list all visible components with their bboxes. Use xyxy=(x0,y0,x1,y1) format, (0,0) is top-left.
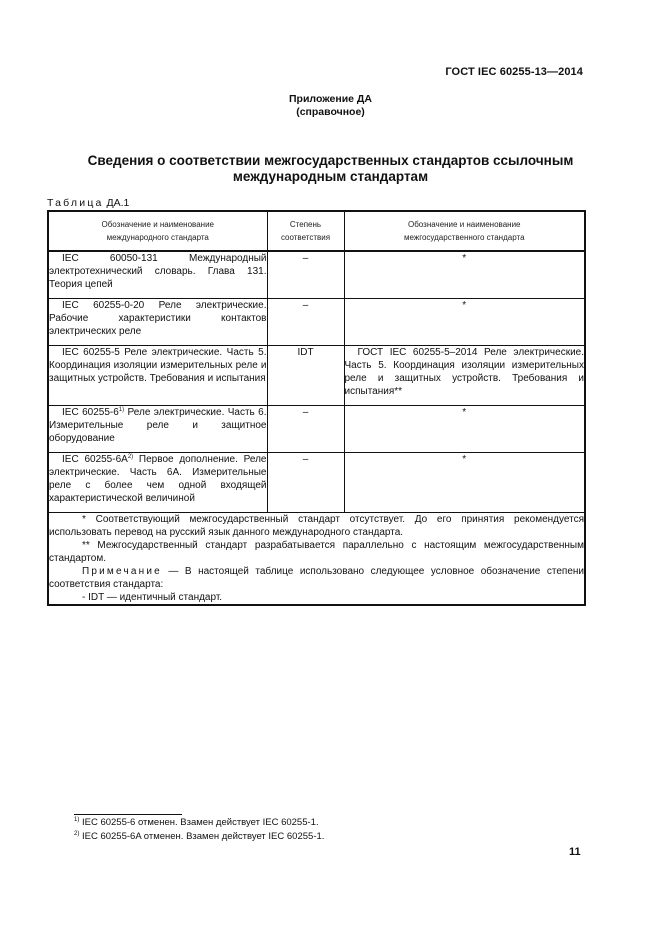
footnote-mark: 2) xyxy=(74,831,80,837)
section-title xyxy=(40,153,621,185)
cell-intl xyxy=(48,298,267,345)
cell-intl xyxy=(48,405,267,452)
note-double-star: ** Межгосударственный стандарт разрабатывается параллельно с настоящим межгосударственным стандартом. xyxy=(49,539,584,564)
intl-text xyxy=(49,453,267,505)
interstate-text: * xyxy=(462,453,467,465)
table-header-row xyxy=(48,211,585,251)
header-col3-line1: Обозначение и наименование xyxy=(408,220,521,229)
table-row xyxy=(48,452,585,512)
interstate-text: ГОСТ IEC 60255-5–2014 Реле электрические. Часть 5. Координация изоляции измерительных реле и защитных устройств. Требования и испытания** xyxy=(344,346,584,397)
cell-interstate xyxy=(344,298,585,345)
table-caption-number: ДА.1 xyxy=(106,197,130,209)
table-caption-word: Таблица xyxy=(47,197,104,209)
intl-code: IEC 60255-6 xyxy=(62,406,119,418)
intl-text xyxy=(49,406,267,445)
note-idt-item: - IDT — идентичный стандарт. xyxy=(82,591,223,603)
header-col2-line2: соответствия xyxy=(280,233,331,242)
note-label: Примечание xyxy=(82,565,162,577)
header-col1-line2: международного стандарта xyxy=(106,233,209,242)
table-caption xyxy=(47,197,129,209)
intl-title: Первое дополнение. Реле электрические. Часть 6А. Измерительные реле с более чем одной входящей характеристической величиной xyxy=(49,453,267,504)
cell-degree: – xyxy=(267,405,344,452)
page-number: 11 xyxy=(569,846,581,858)
table-row xyxy=(48,345,585,405)
footnote-1 xyxy=(74,817,319,829)
cell-intl xyxy=(48,251,267,298)
table-row xyxy=(48,405,585,452)
note-star: * Соответствующий межгосударственный стандарт отсутствует. До его принятия рекомендуется использовать перевод на русский язык данного международного стандарта. xyxy=(49,513,584,538)
cell-intl xyxy=(48,345,267,405)
annex-title: Приложение ДА xyxy=(289,93,372,105)
section-title-line2: международным стандартам xyxy=(232,169,429,184)
footnote-2 xyxy=(74,831,324,843)
cell-interstate xyxy=(344,405,585,452)
cell-degree: IDT xyxy=(267,345,344,405)
annex-heading xyxy=(0,93,661,119)
interstate-text: * xyxy=(462,406,467,418)
intl-text: IEC 60255-0-20 Реле электрические. Рабочие характеристики контактов электрических реле xyxy=(49,299,267,337)
cell-intl xyxy=(48,452,267,512)
cell-interstate xyxy=(344,345,585,405)
cell-degree: – xyxy=(267,452,344,512)
header-col1-line1: Обозначение и наименование xyxy=(101,220,214,229)
note-text: — В настоящей таблице использовано следующее условное обозначение степени соответствия стандарта: xyxy=(49,565,584,590)
header-interstate-standard xyxy=(344,211,585,251)
cell-degree: – xyxy=(267,298,344,345)
intl-code: IEC 60255-6A xyxy=(62,453,128,465)
intl-text: IEC 60050-131 Международный электротехнический словарь. Глава 131. Теория цепей xyxy=(49,253,267,290)
footnote-text: IEC 60255-6A отменен. Взамен действует IEC 60255-1. xyxy=(79,831,325,842)
footnote-ref: 1) xyxy=(118,406,125,413)
header-degree xyxy=(267,211,344,251)
table-row xyxy=(48,251,585,298)
standard-code-header: ГОСТ IEC 60255-13—2014 xyxy=(445,66,583,78)
cell-degree: – xyxy=(267,251,344,298)
header-col2-line1: Степень xyxy=(289,220,322,229)
header-intl-standard xyxy=(48,211,267,251)
footnote-ref: 2) xyxy=(127,453,134,460)
note-remark xyxy=(49,565,584,591)
table-row xyxy=(48,298,585,345)
header-col3-line2: межгосударственного стандарта xyxy=(403,233,525,242)
cell-interstate xyxy=(344,251,585,298)
interstate-text: * xyxy=(462,253,467,264)
table-notes-row xyxy=(48,512,585,605)
intl-text: IEC 60255-5 Реле электрические. Часть 5. Координация изоляции измерительных реле и защитных устройств. Требования и испытания xyxy=(49,346,267,384)
annex-subtitle: (справочное) xyxy=(296,106,365,118)
footnote-text: IEC 60255-6 отменен. Взамен действует IEC 60255-1. xyxy=(79,817,319,828)
section-title-line1: Сведения о соответствии межгосударственных стандартов ссылочным xyxy=(87,153,574,168)
table-notes xyxy=(48,512,585,605)
interstate-text: * xyxy=(462,299,467,311)
correspondence-table xyxy=(47,210,586,606)
intl-title: Реле электрические. Часть 6. Измерительные реле и защитное оборудование xyxy=(49,406,267,444)
footnote-divider xyxy=(74,814,182,815)
footnote-mark: 1) xyxy=(74,817,80,823)
cell-interstate xyxy=(344,452,585,512)
